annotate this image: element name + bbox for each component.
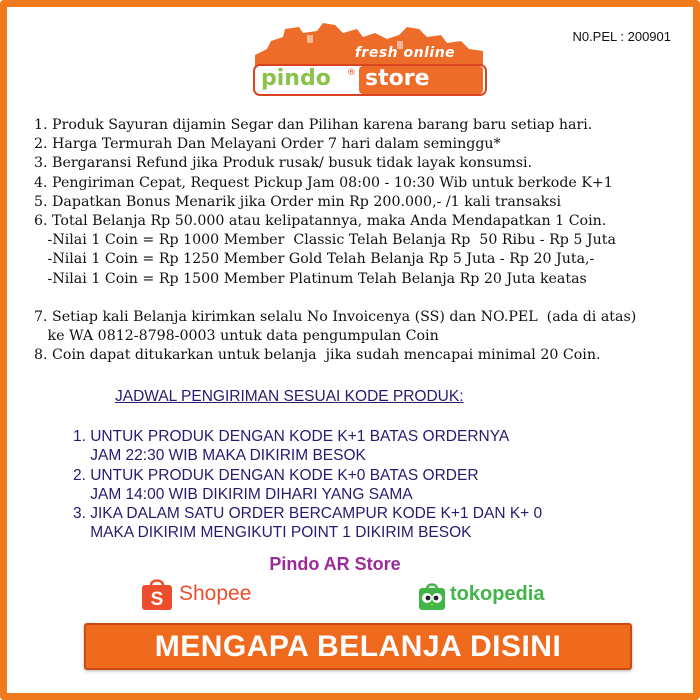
why-shop-here-banner[interactable] (84, 623, 632, 670)
logo-word-pindo: pindo (261, 66, 331, 91)
schedule-list (73, 427, 542, 543)
schedule-line: JAM 22:30 WIB MAKA DIKIRIM BESOK (73, 447, 366, 465)
tokopedia-label: tokopedia (450, 583, 545, 605)
city-skyline-icon (247, 19, 487, 69)
tokopedia-owl-bag-icon (417, 581, 447, 611)
rule-line: 7. Setiap kali Belanja kirimkan selalu No Invoicenya (SS) dan NO.PEL (ada di atas) (34, 308, 637, 325)
logo-word-store: store (365, 66, 430, 91)
rule-line: -Nilai 1 Coin = Rp 1500 Member Platinum Telah Belanja Rp 20 Juta keatas (34, 270, 587, 287)
shopee-bag-letter: S (150, 589, 164, 610)
schedule-line: JAM 14:00 WIB DIKIRIM DIHARI YANG SAMA (73, 485, 413, 503)
store-name: Pindo AR Store (269, 554, 401, 574)
rules-list (34, 116, 684, 365)
schedule-line: 3. JIKA DALAM SATU ORDER BERCAMPUR KODE K+1 DAN K+ 0 (73, 505, 543, 523)
banner-text: MENGAPA BELANJA DISINI (154, 629, 562, 663)
customer-number: N0.PEL : 200901 (572, 29, 671, 44)
rule-line: 6. Total Belanja Rp 50.000 atau kelipatannya, maka Anda Mendapatkan 1 Coin. (34, 213, 607, 230)
pindo-store-logo[interactable] (247, 19, 487, 99)
rule-line: 4. Pengiriman Cepat, Request Pickup Jam 08:00 - 10:30 Wib untuk berkode K+1 (34, 174, 613, 191)
rule-line: -Nilai 1 Coin = Rp 1250 Member Gold Telah Belanja Rp 5 Juta - Rp 20 Juta,- (34, 251, 595, 268)
shopee-label: Shopee (179, 582, 252, 605)
rule-line: 1. Produk Sayuran dijamin Segar dan Pilihan karena barang baru setiap hari. (34, 117, 593, 133)
shopee-bag-icon (139, 575, 175, 611)
registered-mark: ® (347, 68, 356, 78)
rule-line: 3. Bergaransi Refund jika Produk rusak/ busuk tidak layak konsumsi. (34, 155, 533, 172)
schedule-line: MAKA DIKIRIM MENGIKUTI POINT 1 DIKIRIM BESOK (73, 524, 472, 542)
rule-line: 8. Coin dapat ditukarkan untuk belanja jika sudah mencapai minimal 20 Coin. (34, 347, 601, 364)
rule-line: 5. Dapatkan Bonus Menarik jika Order min Rp 200.000,- /1 kali transaksi (34, 193, 562, 210)
schedule-line: 1. UNTUK PRODUK DENGAN KODE K+1 BATAS ORDERNYA (73, 428, 510, 445)
rule-line: ke WA 0812-8798-0003 untuk data pengumpulan Coin (34, 328, 439, 345)
logo-tagline: fresh online (354, 45, 456, 61)
rule-line: -Nilai 1 Coin = Rp 1000 Member Classic Telah Belanja Rp 50 Ribu - Rp 5 Juta (34, 232, 616, 249)
schedule-title: JADWAL PENGIRIMAN SESUAI KODE PRODUK: (115, 388, 464, 405)
schedule-line: 2. UNTUK PRODUK DENGAN KODE K+0 BATAS ORDER (73, 466, 479, 484)
rule-spacer (34, 289, 684, 308)
rule-line: 2. Harga Termurah Dan Melayani Order 7 hari dalam seminggu* (34, 136, 501, 153)
